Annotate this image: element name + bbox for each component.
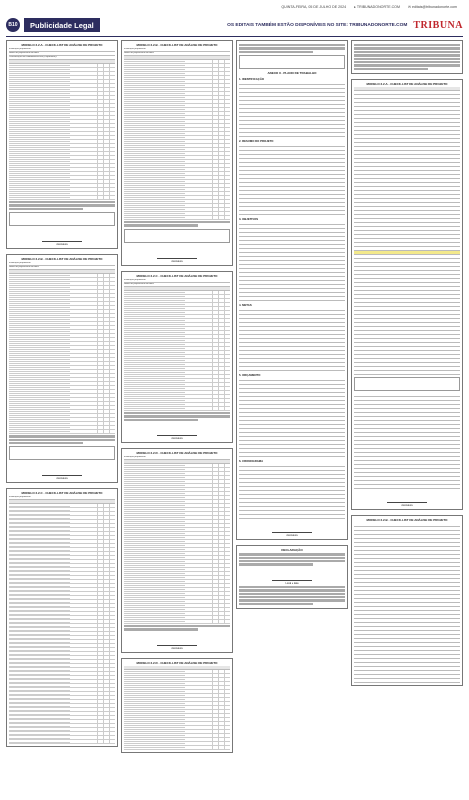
signature-block: Assinatura [239, 519, 345, 537]
checklist-rows [124, 464, 230, 624]
paragraph-line [354, 68, 428, 70]
form-line [239, 133, 345, 137]
table-row [124, 216, 230, 220]
field-instituicao: Instituição proponente: [124, 279, 230, 283]
document-checklist-d [121, 448, 233, 653]
paragraph-line [124, 412, 230, 414]
paragraph-line [9, 201, 115, 203]
signature-box [9, 212, 115, 226]
document-checklist-b2 [121, 40, 233, 266]
paragraph-line [239, 553, 345, 555]
paragraph-line [124, 628, 198, 630]
heading-objetivo: 3. OBJETIVOS [239, 216, 259, 221]
heading-resumo: 2. RESUMO DO PROJETO [239, 138, 274, 143]
field-instituicao: Instituição proponente: [9, 262, 115, 266]
field-nome: Nome do projeto/título da obra: [124, 283, 230, 287]
signature-block: Assinatura [124, 245, 230, 263]
document-title: MODELO 2.2.A - CHECK-LIST DE ANÁLISE DE PROJETO [366, 82, 448, 87]
paragraph-line [354, 51, 460, 53]
document-title: MODELO 2.2.B - CHECK-LIST DE ANÁLISE DE PROJETO [366, 518, 448, 523]
table-row [124, 746, 230, 750]
document-title: MODELO 2.2.C - CHECK-LIST DE ANÁLISE DE PROJETO [21, 491, 103, 496]
paragraph-line [354, 64, 460, 66]
paragraph-line [9, 442, 83, 444]
signature-block: Assinatura [9, 228, 115, 246]
form-line [354, 371, 460, 375]
checklist-rows [9, 504, 115, 744]
column-4 [351, 40, 463, 792]
document-title: MODELO 2.2.C - CHECK-LIST DE ANÁLISE DE PROJETO [136, 273, 218, 278]
checklist-rows [124, 291, 230, 411]
signature-block: Assinatura [124, 422, 230, 440]
page-header [6, 16, 463, 34]
document-form-2 [351, 515, 463, 686]
document-title: DECLARAÇÃO [281, 548, 303, 553]
document-title: MODELO 2.2.D - CHECK-LIST DE ANÁLISE DE PROJETO [136, 660, 218, 665]
form-lines [239, 377, 345, 457]
heading-metas: 4. METAS [239, 302, 252, 307]
signature-box [239, 55, 345, 69]
paragraph-line [354, 44, 460, 46]
field-classificacao: Classificação do candidato/recurso (Proponente): [9, 56, 115, 60]
field-instituicao: Instituição proponente: [124, 456, 230, 460]
document-title: ANEXO II - PLANO DE TRABALHO [267, 71, 317, 76]
site-tagline: OS EDITAIS TAMBÉM ESTÃO DISPONÍVEIS NO SITE: TRIBUNADONORTE.COM [227, 22, 408, 28]
form-lines [354, 91, 460, 251]
signature-box [354, 377, 460, 391]
form-lines [239, 221, 345, 301]
signature-block: Assinatura [354, 489, 460, 507]
field-nome: Nome do projeto/título da obra: [9, 266, 115, 270]
paragraph-line [9, 439, 115, 441]
table-row [9, 430, 115, 434]
column-3 [236, 40, 348, 792]
paragraph-line [124, 221, 230, 223]
paragraph-line [354, 58, 460, 60]
document-title: MODELO 2.2.B - CHECK-LIST DE ANÁLISE DE PROJETO [21, 257, 103, 262]
form-lines [354, 523, 460, 683]
field-instituicao: Instituição proponente: [9, 496, 115, 500]
edition-date: QUINTA-FEIRA, 05 DE JULHO DE 2024 [281, 5, 347, 9]
form-lines [354, 255, 460, 375]
form-line [354, 679, 460, 683]
heading-cronograma: 6. CRONOGRAMA [239, 458, 264, 463]
document-checklist-c [6, 488, 118, 747]
heading-identificacao: 1. IDENTIFICAÇÃO [239, 76, 265, 81]
table-row [9, 196, 115, 200]
page-number: B10 [6, 18, 20, 32]
paragraph-line [239, 51, 313, 53]
paragraph-line [239, 596, 345, 598]
form-lines [239, 81, 345, 137]
checklist-rows [124, 670, 230, 750]
table-row [124, 407, 230, 411]
signature-block: Local e data [239, 567, 345, 585]
paragraph-line [9, 435, 115, 437]
paragraph-line [124, 224, 198, 226]
paragraph-line [239, 557, 345, 559]
form-lines [354, 393, 460, 489]
document-checklist-c2 [121, 271, 233, 443]
paragraph-line [239, 593, 345, 595]
paragraph-line [239, 589, 345, 591]
field-nome: Nome do projeto/título da obra: [9, 52, 115, 56]
paragraph-line [124, 419, 198, 421]
checklist-rows [9, 64, 115, 200]
field-instituicao: Instituição proponente: [9, 48, 115, 52]
document-checklist-a [6, 40, 118, 249]
heading-orcamento: 5. ORÇAMENTO [239, 372, 261, 377]
top-bar [0, 0, 469, 14]
site-link[interactable]: ▸ TRIBUNADONORTE.COM [354, 5, 400, 9]
table-row [9, 740, 115, 744]
document-title: MODELO 2.2.D - CHECK-LIST DE ANÁLISE DE PROJETO [136, 450, 218, 455]
paragraph-line [239, 563, 313, 565]
document-checklist-b [6, 254, 118, 483]
brand-logo: TRIBUNA [413, 19, 463, 31]
document-form [351, 79, 463, 510]
column-2 [121, 40, 233, 792]
paragraph-line [354, 61, 460, 63]
document-declaration [236, 545, 348, 609]
form-lines [239, 307, 345, 371]
document-plan [236, 40, 348, 540]
form-line [239, 297, 345, 301]
paragraph-line [239, 586, 345, 588]
signature-block: Assinatura [9, 462, 115, 480]
checklist-rows [9, 274, 115, 434]
form-line [239, 453, 345, 457]
paragraph-line [239, 599, 345, 601]
paragraph-line [239, 560, 345, 562]
document-title: MODELO 2.2.A - CHECK-LIST DE ANÁLISE DE PROJETO [21, 43, 103, 47]
paragraph-line [239, 44, 345, 46]
signature-box [124, 229, 230, 243]
paragraph-line [9, 208, 83, 210]
section-title: Publicidade Legal [24, 18, 100, 32]
document-title: MODELO 2.2.B - CHECK-LIST DE ANÁLISE DE PROJETO [136, 43, 218, 47]
paragraph-line [354, 47, 460, 49]
signature-box [9, 446, 115, 460]
paragraph-line [124, 415, 230, 417]
form-line [239, 367, 345, 371]
column-1 [6, 40, 118, 792]
header-rule [6, 36, 463, 37]
form-lines [239, 143, 345, 215]
content-columns [6, 40, 463, 792]
paragraph-line [239, 47, 345, 49]
field-nome: Nome do projeto/título da obra: [124, 52, 230, 56]
table-row [124, 620, 230, 624]
signature-block: Assinatura [124, 632, 230, 650]
paragraph-line [9, 204, 115, 206]
paragraph-line [354, 54, 460, 56]
checklist-rows [124, 60, 230, 220]
paragraph-line [239, 603, 313, 605]
form-lines [239, 463, 345, 519]
email-link[interactable]: ✉ editais@tribunadonorte.com [407, 5, 457, 9]
field-instituicao: Instituição proponente: [124, 48, 230, 52]
paragraph-line [124, 625, 230, 627]
form-line [239, 211, 345, 215]
document-checklist-d2 [121, 658, 233, 753]
document-text [351, 40, 463, 74]
